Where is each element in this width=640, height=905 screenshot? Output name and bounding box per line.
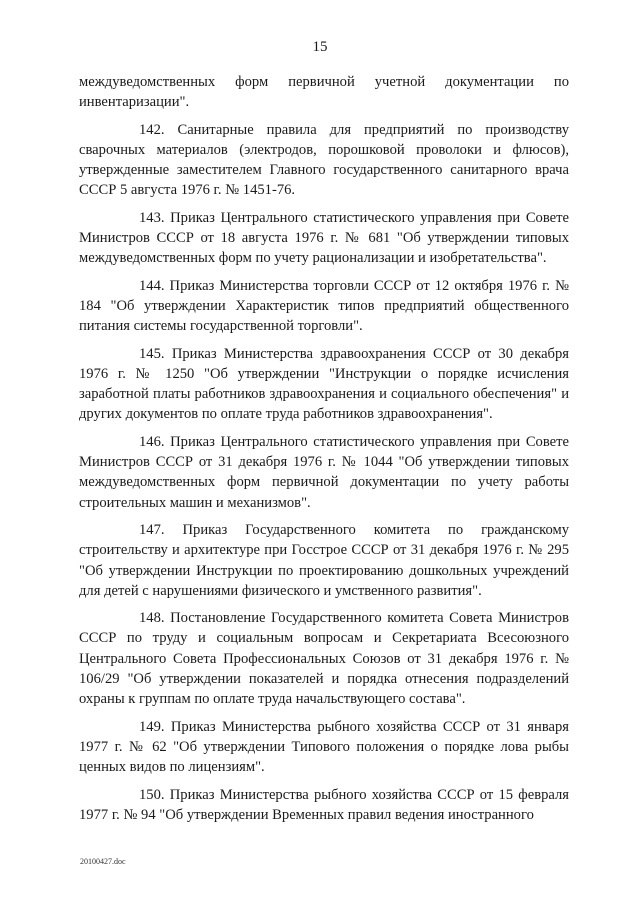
paragraph-item-144: 144. Приказ Министерства торговли СССР от 12 октября 1976 г. № 184 "Об утверждении Характеристик типов предприятий общественного питания системы государственной торговли". — [79, 277, 569, 335]
paragraph-item-146: 146. Приказ Центрального статистического управления при Совете Министров СССР от 31 декабря 1976 г. № 1044 "Об утверждении типовых междуведомственных форм первичной документации по учету работы строительных машин и механизмов". — [79, 433, 569, 511]
paragraph-item-145: 145. Приказ Министерства здравоохранения СССР от 30 декабря 1976 г. № 1250 "Об утверждении "Инструкции о порядке исчисления заработной платы работников здравоохранения и социального обеспечения" и других документов по оплате труда работников здравоохранения". — [79, 345, 569, 423]
page-number: 15 — [312, 39, 328, 55]
paragraph-item-148: 148. Постановление Государственного комитета Совета Министров СССР по труду и социальным вопросам и Секретариата Всесоюзного Центрального Совета Профессиональных Союзов от 31 декабря 1976 г. № 106/29 "Об утверждении показателей и порядка отнесения подразделений охраны к группам по оплате труда начальствующего состава". — [79, 610, 569, 708]
footer-filename: 20100427.doc — [80, 857, 126, 866]
document-body — [79, 72, 569, 832]
paragraph-item-149: 149. Приказ Министерства рыбного хозяйства СССР от 31 января 1977 г. № 62 "Об утверждении Типового положения о порядке лова рыбы ценных видов по лицензиям". — [79, 718, 569, 776]
paragraph-continuation: междуведомственных форм первичной учетной документации по инвентаризации". — [79, 74, 569, 111]
paragraph-item-142: 142. Санитарные правила для предприятий по производству сварочных материалов (электродов, порошковой проволоки и флюсов), утвержденные заместителем Главного государственного санитарного врача СССР 5 августа 1976 г. № 1451-76. — [79, 121, 569, 199]
paragraph-item-147: 147. Приказ Государственного комитета по гражданскому строительству и архитектуре при Госстрое СССР от 31 декабря 1976 г. № 295 "Об утверждении Инструкции по проектированию дошкольных учреждений для детей с нарушениями физического и умственного развития". — [79, 521, 569, 599]
paragraph-item-143: 143. Приказ Центрального статистического управления при Совете Министров СССР от 18 августа 1976 г. № 681 "Об утверждении типовых междуведомственных форм по учету рационализации и изобретательства". — [79, 209, 569, 267]
paragraph-item-150: 150. Приказ Министерства рыбного хозяйства СССР от 15 февраля 1977 г. № 94 "Об утверждении Временных правил ведения иностранного — [79, 786, 569, 823]
